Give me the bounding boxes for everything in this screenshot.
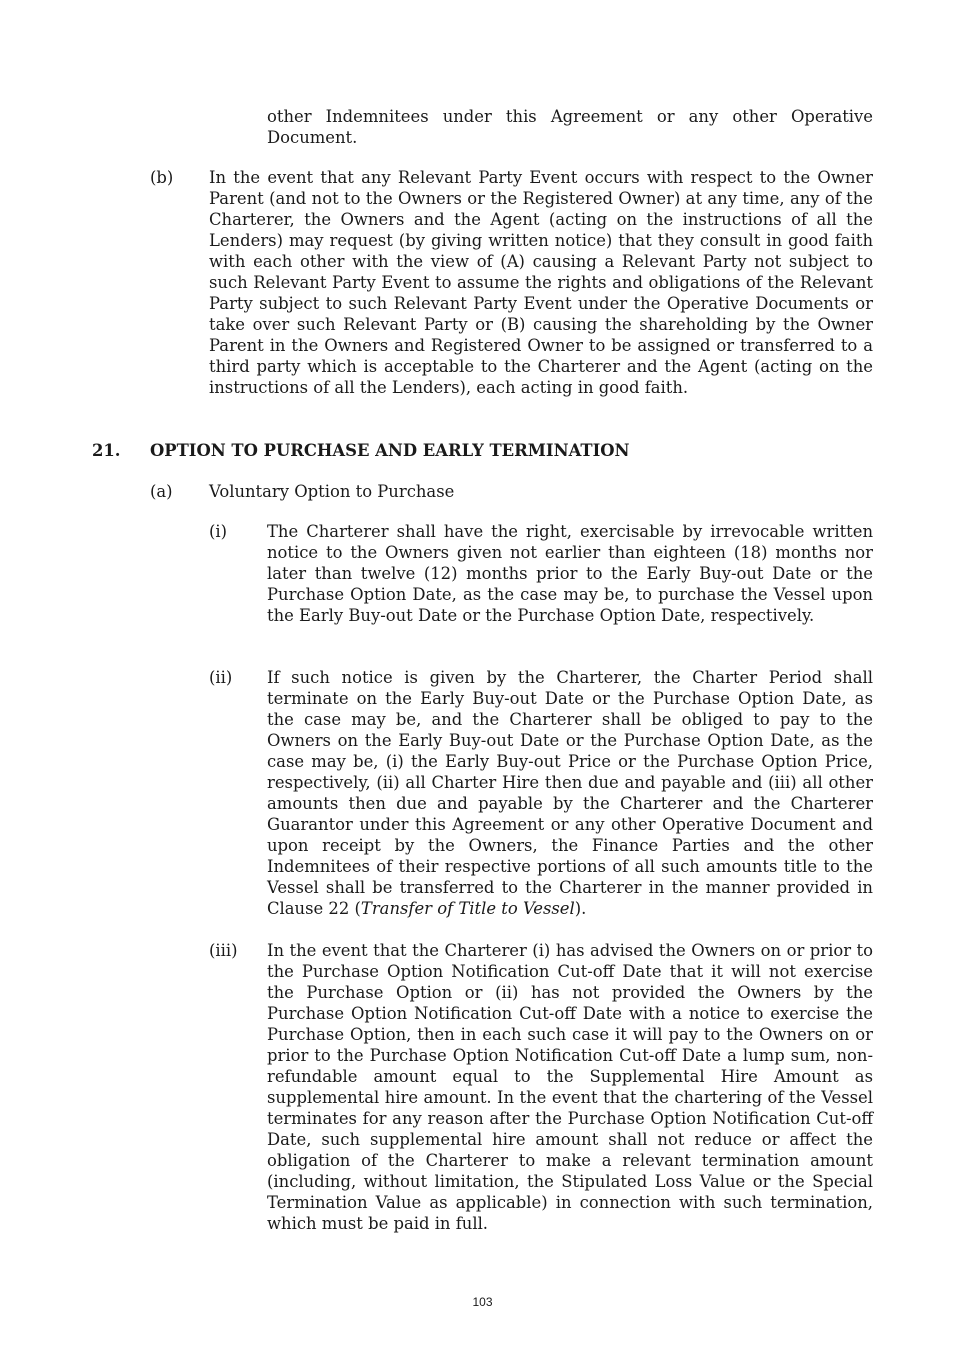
page-number: 103: [472, 1295, 493, 1309]
sub-ii-label: (ii): [209, 668, 233, 687]
clause-a-label: (a): [150, 482, 173, 501]
continuation-paragraph: other Indemnitees under this Agreement or any other Operative Document.: [267, 107, 873, 147]
sub-iii-label: (iii): [209, 941, 238, 960]
sub-ii-text-before: If such notice is given by the Charterer, the Charter Period shall terminate on the Early Buy-out Date or the Purchase Option Date, as the case may be, and the Charterer shall be obliged to pay to the Owners on the Early Buy-out Date or the Purchase Option Date, as the case may be, (i) the Early Buy-out Price or the Purchase Option Price, respectively, (ii) all Charter Hire then due and payable and (iii) all other amounts then due and payable by the Charterer and the Charterer Guarantor under this Agreement or any other Operative Document and upon receipt by the Owners, the Finance Parties and the other Indemnitees of their respective portions of all such amounts title to the Vessel shall be transferred to the Charterer in the manner provided in Clause 22 (: [267, 668, 873, 918]
sub-ii-paragraph: [267, 667, 873, 919]
sub-ii-text-after: ).: [574, 899, 587, 918]
section-title: OPTION TO PURCHASE AND EARLY TERMINATION: [150, 441, 630, 460]
sub-i-label: (i): [209, 522, 228, 541]
clause-a-title: Voluntary Option to Purchase: [209, 482, 455, 501]
clause-b-paragraph: In the event that any Relevant Party Event occurs with respect to the Owner Parent (and not to the Owners or the Registered Owner) at any time, any of the Charterer, the Owners and the Agent (acting on the instructions of all the Lenders) may request (by giving written notice) that they consult in good faith with each other with the view of (A) causing a Relevant Party not subject to such Relevant Party Event to assume the rights and obligations of the Relevant Party subject to such Relevant Party Event under the Operative Documents or take over such Relevant Party or (B) causing the shareholding by the Owner Parent in the Owners and Registered Owner to be assigned or transferred to a third party which is acceptable to the Charterer and the Agent (acting on the instructions of all the Lenders), each acting in good faith.: [209, 168, 873, 397]
sub-ii-clause-reference: Transfer of Title to Vessel: [360, 899, 575, 918]
section-number: 21.: [92, 441, 121, 460]
sub-i-paragraph: The Charterer shall have the right, exercisable by irrevocable written notice to the Owners given not earlier than eighteen (18) months nor later than twelve (12) months prior to the Early Buy-out Date or the Purchase Option Date, as the case may be, to purchase the Vessel upon the Early Buy-out Date or the Purchase Option Date, respectively.: [267, 522, 873, 625]
clause-b-label: (b): [150, 168, 174, 187]
sub-iii-paragraph: In the event that the Charterer (i) has advised the Owners on or prior to the Purchase Option Notification Cut-off Date that it will not exercise the Purchase Option or (ii) has not provided the Owners by the Purchase Option Notification Cut-off Date with a notice to exercise the Purchase Option, then in each such case it will pay to the Owners on or prior to the Purchase Option Notification Cut-off Date a lump sum, non-refundable amount equal to the Supplemental Hire Amount as supplemental hire amount. In the event that the chartering of the Vessel terminates for any reason after the Purchase Option Notification Cut-off Date, such supplemental hire amount shall not reduce or affect the obligation of the Charterer to make a relevant termination amount (including, without limitation, the Stipulated Loss Value or the Special Termination Value as applicable) in connection with such termination, which must be paid in full.: [267, 941, 873, 1233]
